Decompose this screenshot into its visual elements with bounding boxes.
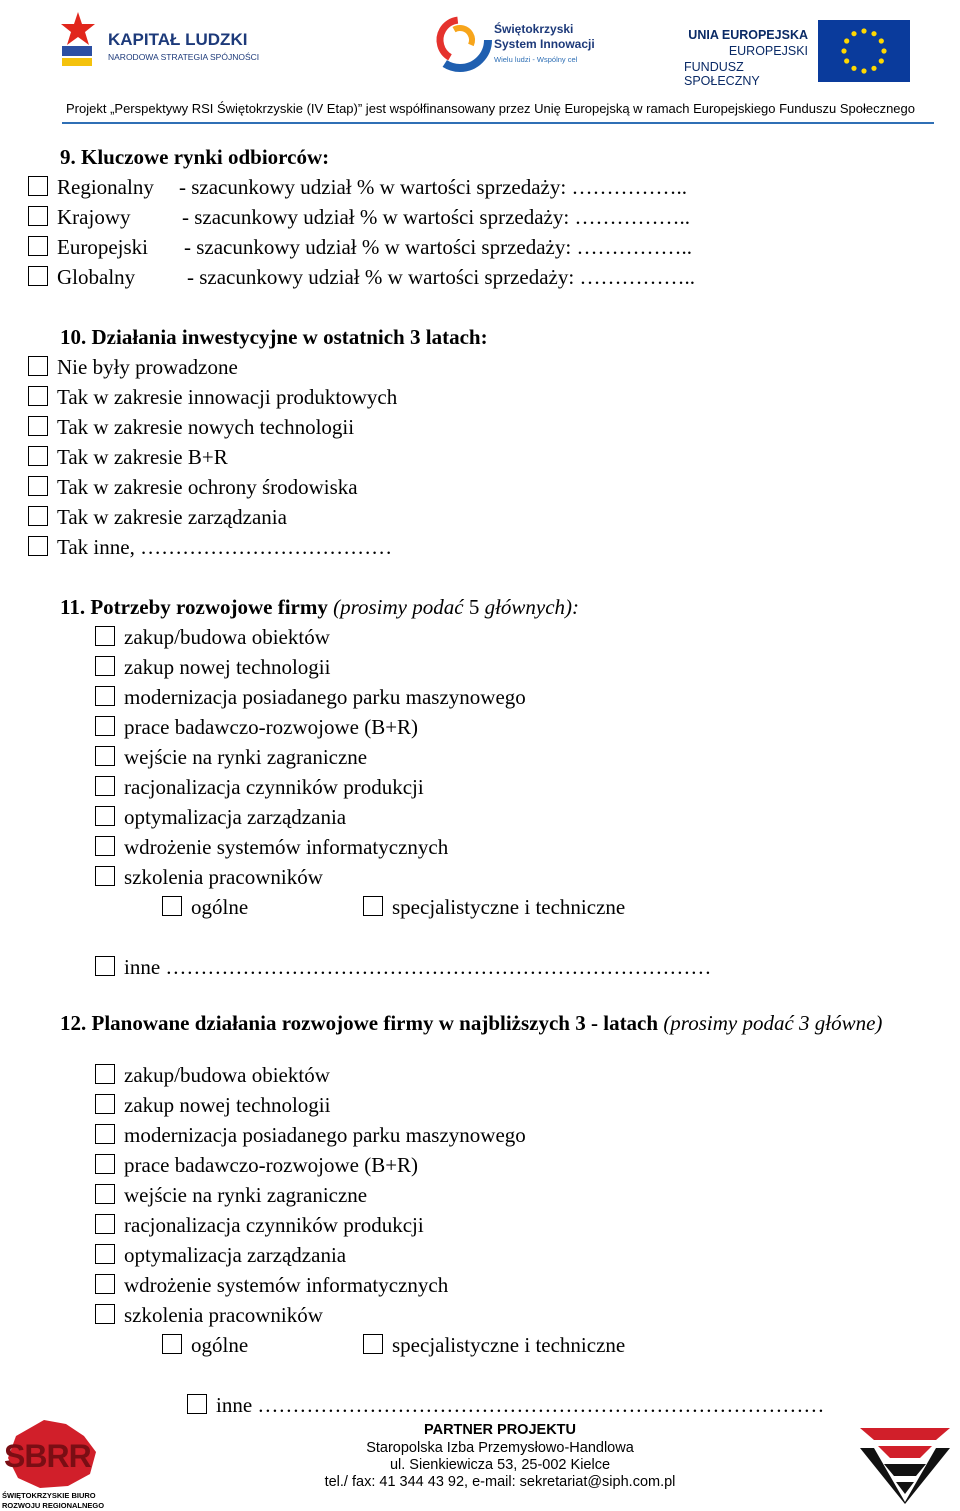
partner-title: PARTNER PROJEKTU [424, 1422, 576, 1438]
q9-text-national: - szacunkowy udział % w wartości sprzedaży: …………….. [182, 205, 690, 229]
q11-option-buildings: zakup/budowa obiektów [124, 625, 330, 649]
q12-checkbox-training-special[interactable] [363, 1334, 383, 1354]
q11-checkbox-other[interactable] [95, 956, 115, 976]
q9-checkbox-global[interactable] [28, 266, 48, 286]
q10-option-other: Tak inne, ……………………………… [57, 535, 393, 559]
q12-option-training-general: ogólne [191, 1333, 249, 1357]
logo-unia-europejska [684, 20, 914, 88]
q12-option-training-special: specjalistyczne i techniczne [392, 1333, 626, 1357]
eu-flag-icon [818, 20, 910, 82]
q11-checkbox-training-special[interactable] [363, 896, 383, 916]
q11-checkbox-rd[interactable] [95, 716, 115, 736]
siph-stripes-icon [856, 1418, 954, 1504]
kapital-ludzki-subtitle: NARODOWA STRATEGIA SPÓJNOŚCI [108, 52, 260, 62]
ssi-tagline: Wielu ludzi - Wspólny cel [494, 55, 578, 64]
q12-checkbox-buildings[interactable] [95, 1064, 115, 1084]
partner-contact: tel./ fax: 41 344 43 92, e-mail: sekretariat@siph.com.pl [324, 1474, 676, 1490]
q12-checkbox-other[interactable] [187, 1394, 207, 1414]
q12-checkbox-it-systems[interactable] [95, 1274, 115, 1294]
q12-option-buildings: zakup/budowa obiektów [124, 1063, 330, 1087]
q11-checkbox-production[interactable] [95, 776, 115, 796]
q12-checkbox-technology[interactable] [95, 1094, 115, 1114]
q9-label-regional: Regionalny [57, 175, 154, 199]
q11-option-production: racjonalizacja czynników produkcji [124, 775, 424, 799]
q11-option-training-general: ogólne [191, 895, 249, 919]
q11-checkbox-training[interactable] [95, 866, 115, 886]
q12-checkbox-management[interactable] [95, 1244, 115, 1264]
q12-checkbox-rd[interactable] [95, 1154, 115, 1174]
kapital-ludzki-title: KAPITAŁ LUDZKI [108, 30, 248, 49]
sbrr-logo-text: SBRR [4, 1438, 91, 1474]
q12-option-management: optymalizacja zarządzania [124, 1243, 347, 1267]
ssi-line1: Świętokrzyski [494, 22, 574, 36]
q12-checkbox-foreign-markets[interactable] [95, 1184, 115, 1204]
q12-checkbox-machinery[interactable] [95, 1124, 115, 1144]
q11-title-note2: głównych): [484, 595, 580, 619]
q10-checkbox-other[interactable] [28, 536, 48, 556]
q11-title-note: (prosimy podać [333, 595, 464, 619]
q10-option-technology: Tak w zakresie nowych technologii [57, 415, 355, 439]
q11-option-foreign-markets: wejście na rynki zagraniczne [124, 745, 368, 769]
q12-option-training: szkolenia pracowników [124, 1303, 323, 1327]
q10-option-product: Tak w zakresie innowacji produktowych [57, 385, 398, 409]
q10-checkbox-management[interactable] [28, 506, 48, 526]
q11-checkbox-technology[interactable] [95, 656, 115, 676]
q9-checkbox-european[interactable] [28, 236, 48, 256]
q9-label-european: Europejski [57, 235, 148, 259]
q11-title [60, 593, 579, 621]
q11-option-training-special: specjalistyczne i techniczne [392, 895, 626, 919]
logo-siph [856, 1418, 956, 1508]
header-divider [62, 122, 934, 124]
ssi-swirl-icon [428, 8, 492, 72]
partner-address: ul. Sienkiewicza 53, 25-002 Kielce [389, 1457, 611, 1473]
q10-checkbox-rd[interactable] [28, 446, 48, 466]
q12-title-note: (prosimy podać 3 główne) [663, 1011, 883, 1035]
q12-option-foreign-markets: wejście na rynki zagraniczne [124, 1183, 368, 1207]
q12-option-it-systems: wdrożenie systemów informatycznych [124, 1273, 449, 1297]
q9-label-national: Krajowy [57, 205, 131, 229]
q11-option-other: inne …………………………………………………………………… [124, 955, 712, 979]
partner-name: Staropolska Izba Przemysłowo-Handlowa [366, 1440, 634, 1456]
q12-option-other: inne ……………………………………………………………………… [216, 1393, 825, 1417]
kapital-ludzki-icon [58, 12, 98, 74]
q11-title-count: 5 [468, 595, 480, 619]
q12-checkbox-training[interactable] [95, 1304, 115, 1324]
sbrr-line2: ROZWOJU REGIONALNEGO [2, 1501, 105, 1510]
q11-checkbox-training-general[interactable] [162, 896, 182, 916]
q10-option-rd: Tak w zakresie B+R [57, 445, 228, 469]
q11-title-main: 11. Potrzeby rozwojowe firmy [60, 595, 328, 619]
q10-option-environment: Tak w zakresie ochrony środowiska [57, 475, 358, 499]
q11-checkbox-it-systems[interactable] [95, 836, 115, 856]
ssi-line2: System Innowacji [494, 37, 595, 51]
ue-line2: EUROPEJSKI [728, 44, 808, 58]
ue-line3: FUNDUSZ SPOŁECZNY [684, 60, 760, 88]
q11-option-training: szkolenia pracowników [124, 865, 323, 889]
q9-checkbox-national[interactable] [28, 206, 48, 226]
q11-option-it-systems: wdrożenie systemów informatycznych [124, 835, 449, 859]
q11-checkbox-foreign-markets[interactable] [95, 746, 115, 766]
q11-checkbox-buildings[interactable] [95, 626, 115, 646]
project-funding-note: Projekt „Perspektywy RSI Świętokrzyskie (IV Etap)” jest współfinansowany przez Unię Europejską w ramach Europejskiego Funduszu Społecznego [66, 101, 915, 116]
q11-option-management: optymalizacja zarządzania [124, 805, 347, 829]
q10-title: 10. Działania inwestycyjne w ostatnich 3 latach: [60, 325, 488, 349]
q12-title-main: 12. Planowane działania rozwojowe firmy w najbliższych 3 - latach [60, 1011, 659, 1035]
q12-checkbox-production[interactable] [95, 1214, 115, 1234]
q12-checkbox-training-general[interactable] [162, 1334, 182, 1354]
q12-option-rd: prace badawczo-rozwojowe (B+R) [124, 1153, 419, 1177]
q12-option-technology: zakup nowej technologii [124, 1093, 331, 1117]
q10-checkbox-environment[interactable] [28, 476, 48, 496]
q12-option-production: racjonalizacja czynników produkcji [124, 1213, 424, 1237]
q11-option-machinery: modernizacja posiadanego parku maszynowego [124, 685, 526, 709]
sbrr-line1: ŚWIĘTOKRZYSKIE BIURO [2, 1491, 96, 1500]
q9-label-global: Globalny [57, 265, 136, 289]
logo-kapital-ludzki [58, 10, 268, 80]
q9-checkbox-regional[interactable] [28, 176, 48, 196]
q11-option-technology: zakup nowej technologii [124, 655, 331, 679]
q10-option-none: Nie były prowadzone [57, 355, 238, 379]
q10-checkbox-none[interactable] [28, 356, 48, 376]
q10-checkbox-technology[interactable] [28, 416, 48, 436]
q9-text-global: - szacunkowy udział % w wartości sprzedaży: …………….. [187, 265, 695, 289]
q12-title [60, 1009, 882, 1037]
q12-option-machinery: modernizacja posiadanego parku maszynowego [124, 1123, 526, 1147]
q9-title: 9. Kluczowe rynki odbiorców: [60, 145, 330, 169]
q9-text-european: - szacunkowy udział % w wartości sprzedaży: …………….. [184, 235, 692, 259]
q10-checkbox-product[interactable] [28, 386, 48, 406]
ue-line1: UNIA EUROPEJSKA [688, 28, 808, 42]
q11-checkbox-management[interactable] [95, 806, 115, 826]
logo-swietokrzyski-system-innowacji [428, 8, 598, 78]
q11-checkbox-machinery[interactable] [95, 686, 115, 706]
q9-text-regional: - szacunkowy udział % w wartości sprzedaży: …………….. [179, 175, 687, 199]
q10-option-management: Tak w zakresie zarządzania [57, 505, 287, 529]
q11-option-rd: prace badawczo-rozwojowe (B+R) [124, 715, 419, 739]
